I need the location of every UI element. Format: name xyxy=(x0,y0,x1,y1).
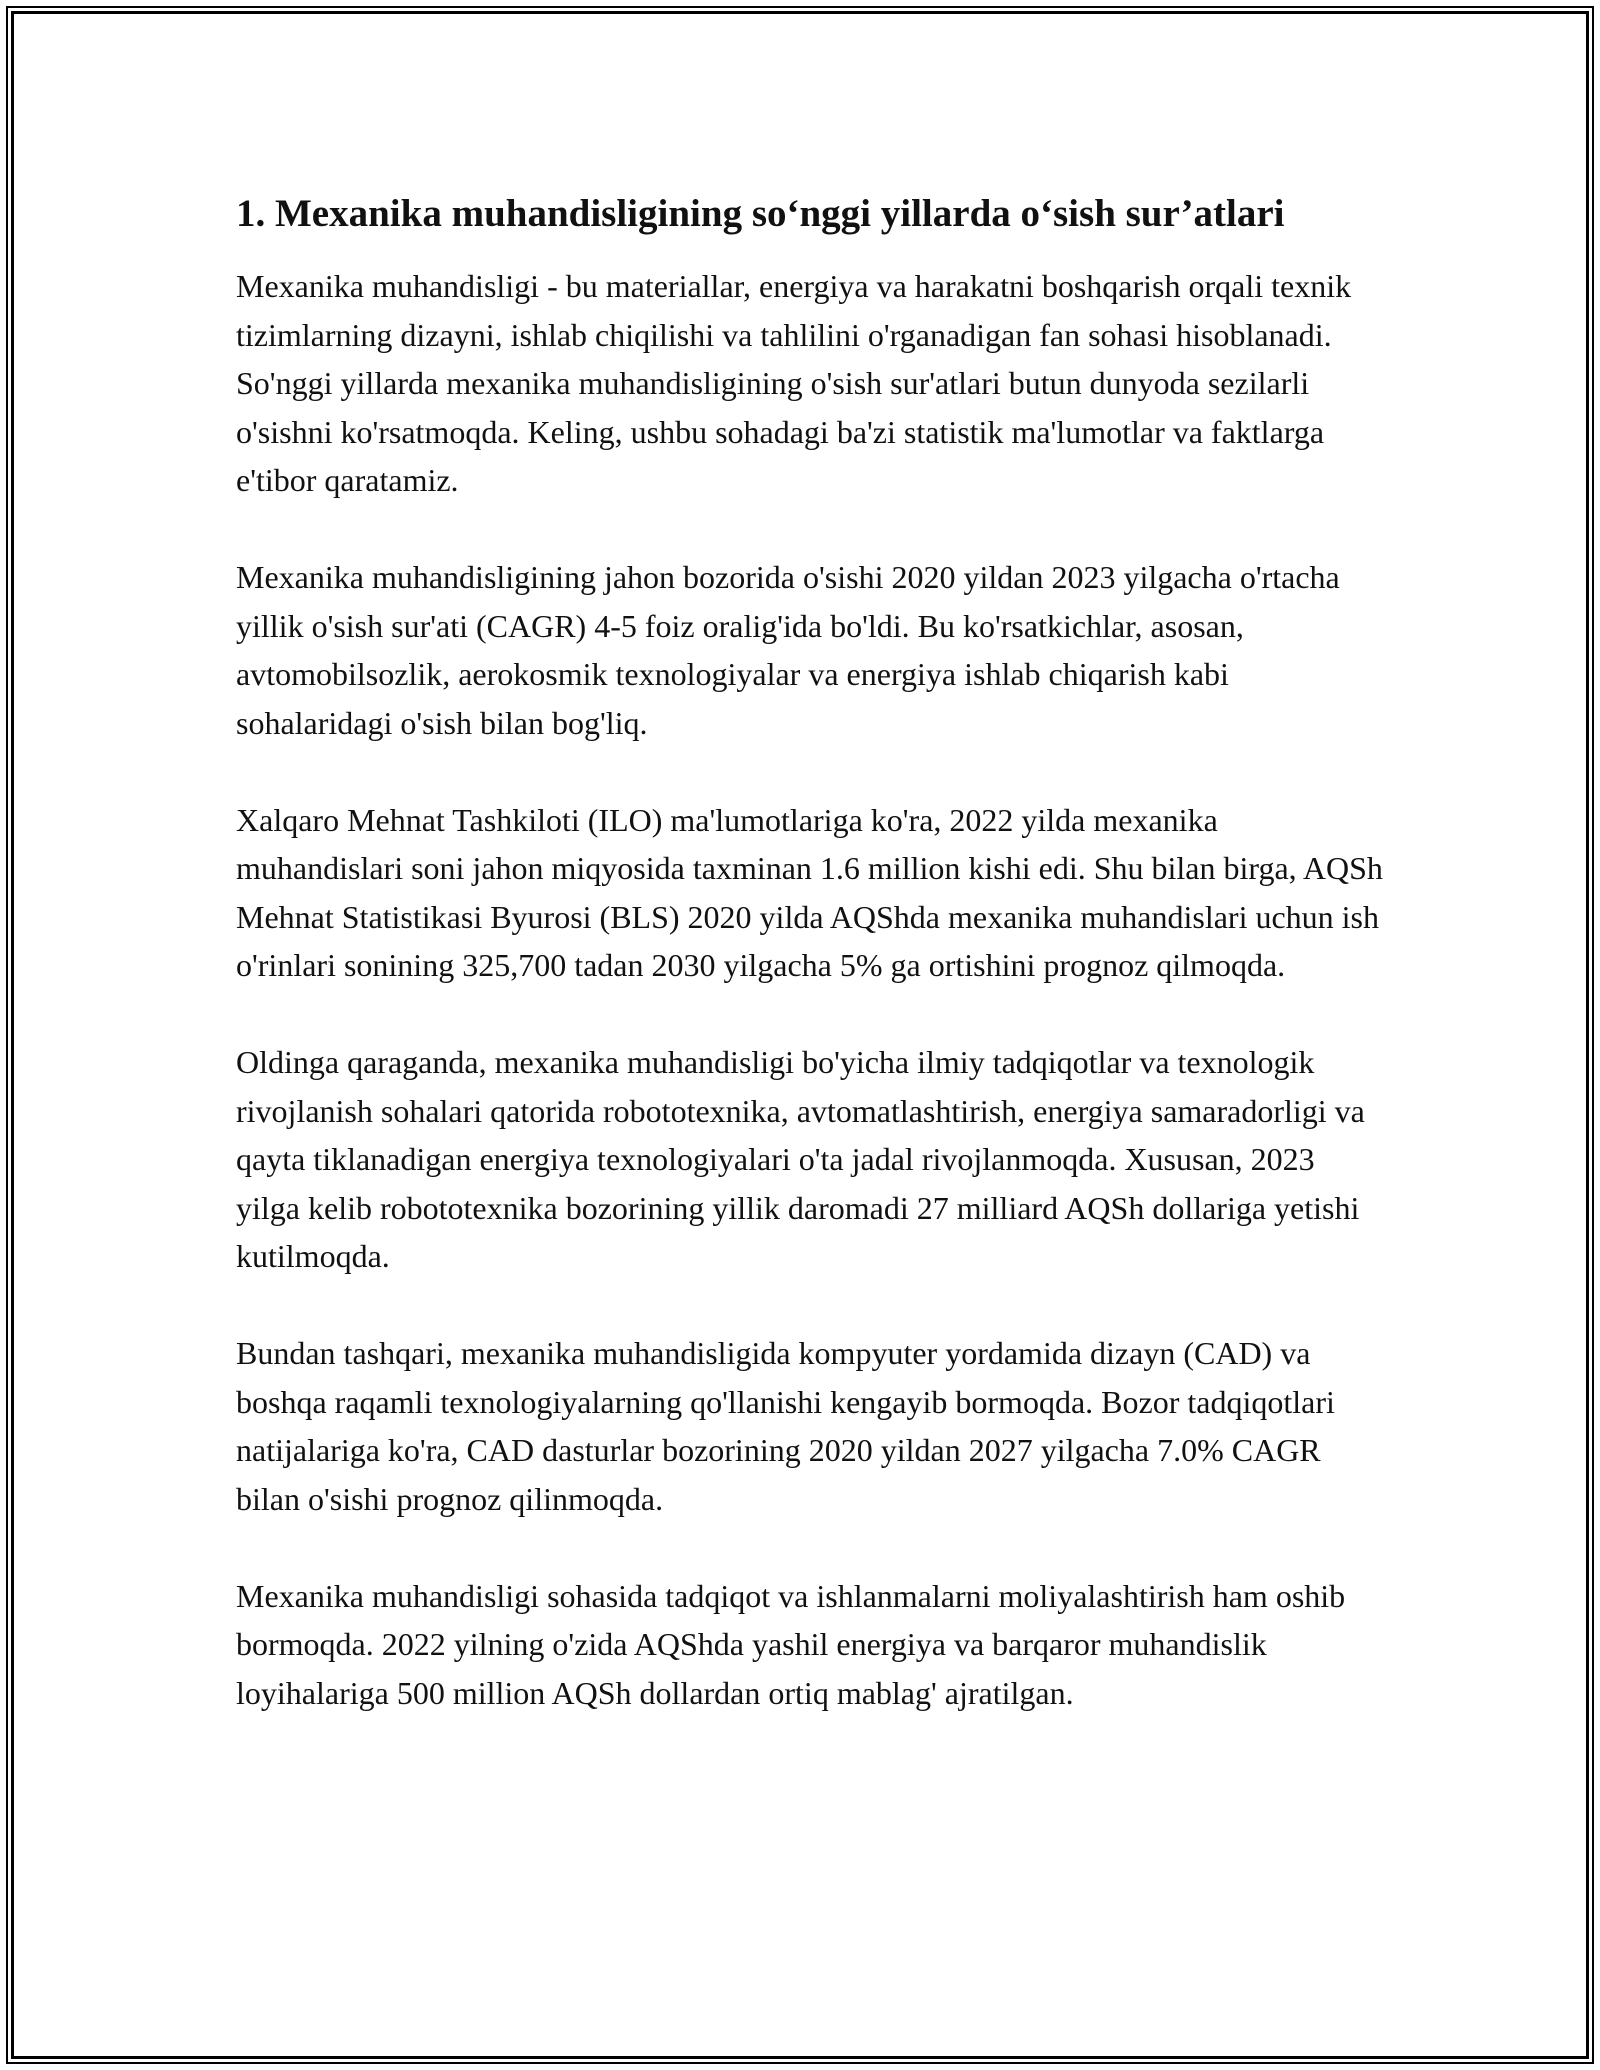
section-heading: 1. Mexanika muhandisligining so‘nggi yillarda o‘sish sur’atlari xyxy=(236,192,1285,235)
paragraph-funding: Mexanika muhandisligi sohasida tadqiqot va ishlanmalarni moliyalashtirish ham oshib bormoqda. 2022 yilning o'zida AQShda yashil energiya va barqaror muhandislik loyihalariga 500 million AQSh dollardan ortiq mablag' ajratilgan. xyxy=(236,1577,1346,1711)
document-body xyxy=(236,184,1386,1766)
paragraph-employment: Xalqaro Mehnat Tashkiloti (ILO) ma'lumotlariga ko'ra, 2022 yilda mexanika muhandislari soni jahon miqyosida taxminan 1.6 million kishi edi. Shu bilan birga, AQSh Mehnat Statistikasi Byurosi (BLS) 2020 yilda AQShda mexanika muhandislari uchun ish o'rinlari sonining 325,700 tadan 2030 yilgacha 5% ga ortishini prognoz qilmoqda. xyxy=(236,801,1383,983)
paragraph-intro: Mexanika muhandisligi - bu materiallar, energiya va harakatni boshqarish orqali texnik tizimlarning dizayni, ishlab chiqilishi va tahlilini o'rganadigan fan sohasi hisoblanadi. So'nggi yillarda mexanika muhandisligining o'sish sur'atlari butun dunyoda sezilarli o'sishni ko'rsatmoqda. Keling, ushbu sohadagi ba'zi statistik ma'lumotlar va faktlarga e'tibor qaratamiz. xyxy=(236,268,1352,498)
paragraph-market-growth: Mexanika muhandisligining jahon bozorida o'sishi 2020 yildan 2023 yilgacha o'rtacha yillik o'sish sur'ati (CAGR) 4-5 foiz oralig'ida bo'ldi. Bu ko'rsatkichlar, asosan, avtomobilsozlik, aerokosmik texnologiyalar va energiya ishlab chiqarish kabi sohalaridagi o'sish bilan bog'liq. xyxy=(236,559,1340,741)
paragraph-research-trends: Oldinga qaraganda, mexanika muhandisligi bo'yicha ilmiy tadqiqotlar va texnologik rivojlanish sohalari qatorida robototexnika, avtomatlashtirish, energiya samaradorligi va qayta tiklanadigan energiya texnologiyalari o'ta jadal rivojlanmoqda. Xususan, 2023 yilga kelib robototexnika bozorining yillik daromadi 27 milliard AQSh dollariga yetishi kutilmoqda. xyxy=(236,1044,1365,1274)
paragraph-cad: Bundan tashqari, mexanika muhandisligida kompyuter yordamida dizayn (CAD) va boshqa raqamli texnologiyalarning qo'llanishi kengayib bormoqda. Bozor tadqiqotlari natijalariga ko'ra, CAD dasturlar bozorining 2020 yildan 2027 yilgacha 7.0% CAGR bilan o'sishi prognoz qilinmoqda. xyxy=(236,1335,1335,1517)
